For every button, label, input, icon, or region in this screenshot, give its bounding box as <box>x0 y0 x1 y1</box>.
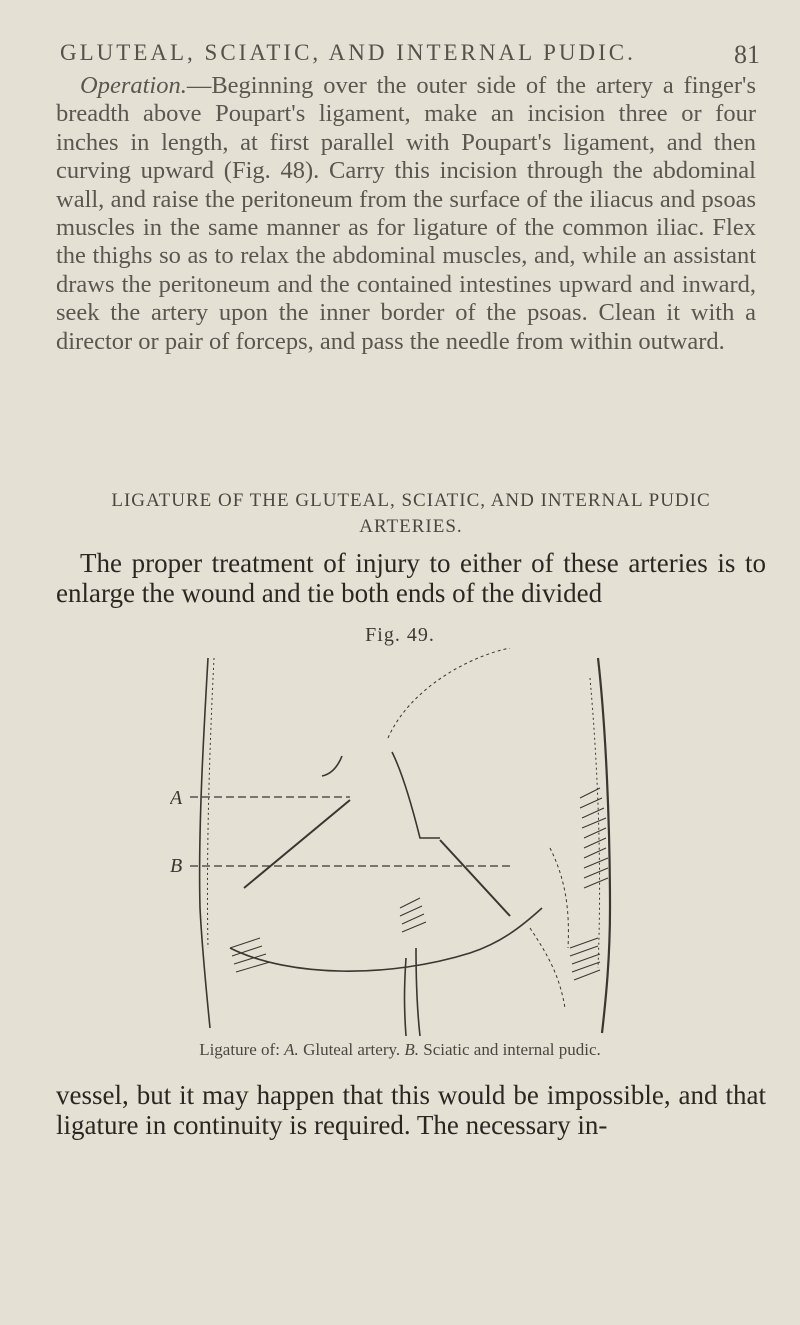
section-heading-line-1: LIGATURE OF THE GLUTEAL, SCIATIC, AND INTERNAL PUDIC <box>111 490 711 511</box>
left-buttock-outline <box>200 658 210 1028</box>
running-head-title: GLUTEAL, SCIATIC, AND INTERNAL PUDIC. <box>60 40 636 65</box>
marker-b: B <box>170 855 183 877</box>
caption-a-letter: A. <box>284 1040 299 1059</box>
figure-caption <box>0 1040 800 1060</box>
section-heading-line-2: ARTERIES. <box>359 516 463 537</box>
sciatic-incision <box>440 840 510 916</box>
operation-text: —Beginning over the outer side of the artery a finger's breadth above Poupart's ligament, make an incision three or four inches in length, at first parallel with Poupart's ligament, and then curving upward (Fig. 48). Carry this incision through the abdominal wall, and raise the peritoneum from the surface of the iliacus and psoas muscles in the same manner as for ligature of the common iliac. Flex the thighs so as to relax the abdominal muscles, and, while an assistant draws the peritoneum and the contained intestines upward and inward, seek the artery upon the inner border of the psoas. Clean it with a director or pair of forceps, and pass the needle from within outward. <box>56 72 756 355</box>
section-heading <box>56 488 766 540</box>
treatment-paragraph: The proper treatment of injury to either of these arteries is to enlarge the wound and tie both ends of the divided <box>56 548 766 608</box>
marker-a: A <box>170 787 183 809</box>
caption-a-text: Gluteal artery. <box>303 1040 401 1059</box>
caption-prefix: Ligature of: <box>199 1040 280 1059</box>
operation-lead: Operation. <box>80 72 187 99</box>
figure-label: Fig. 49. <box>365 624 435 646</box>
right-buttock-outline <box>598 658 610 1033</box>
figure-illustration <box>170 648 640 1036</box>
page-number: 81 <box>734 40 760 69</box>
caption-b-letter: B. <box>404 1040 420 1059</box>
gluteal-incision <box>244 800 350 888</box>
caption-b-text: Sciatic and internal pudic. <box>423 1040 601 1059</box>
running-head <box>60 40 760 69</box>
continuation-paragraph: vessel, but it may happen that this would be impossible, and that ligature in continuity is required. The necessary in- <box>56 1080 766 1140</box>
operation-paragraph <box>56 72 756 356</box>
